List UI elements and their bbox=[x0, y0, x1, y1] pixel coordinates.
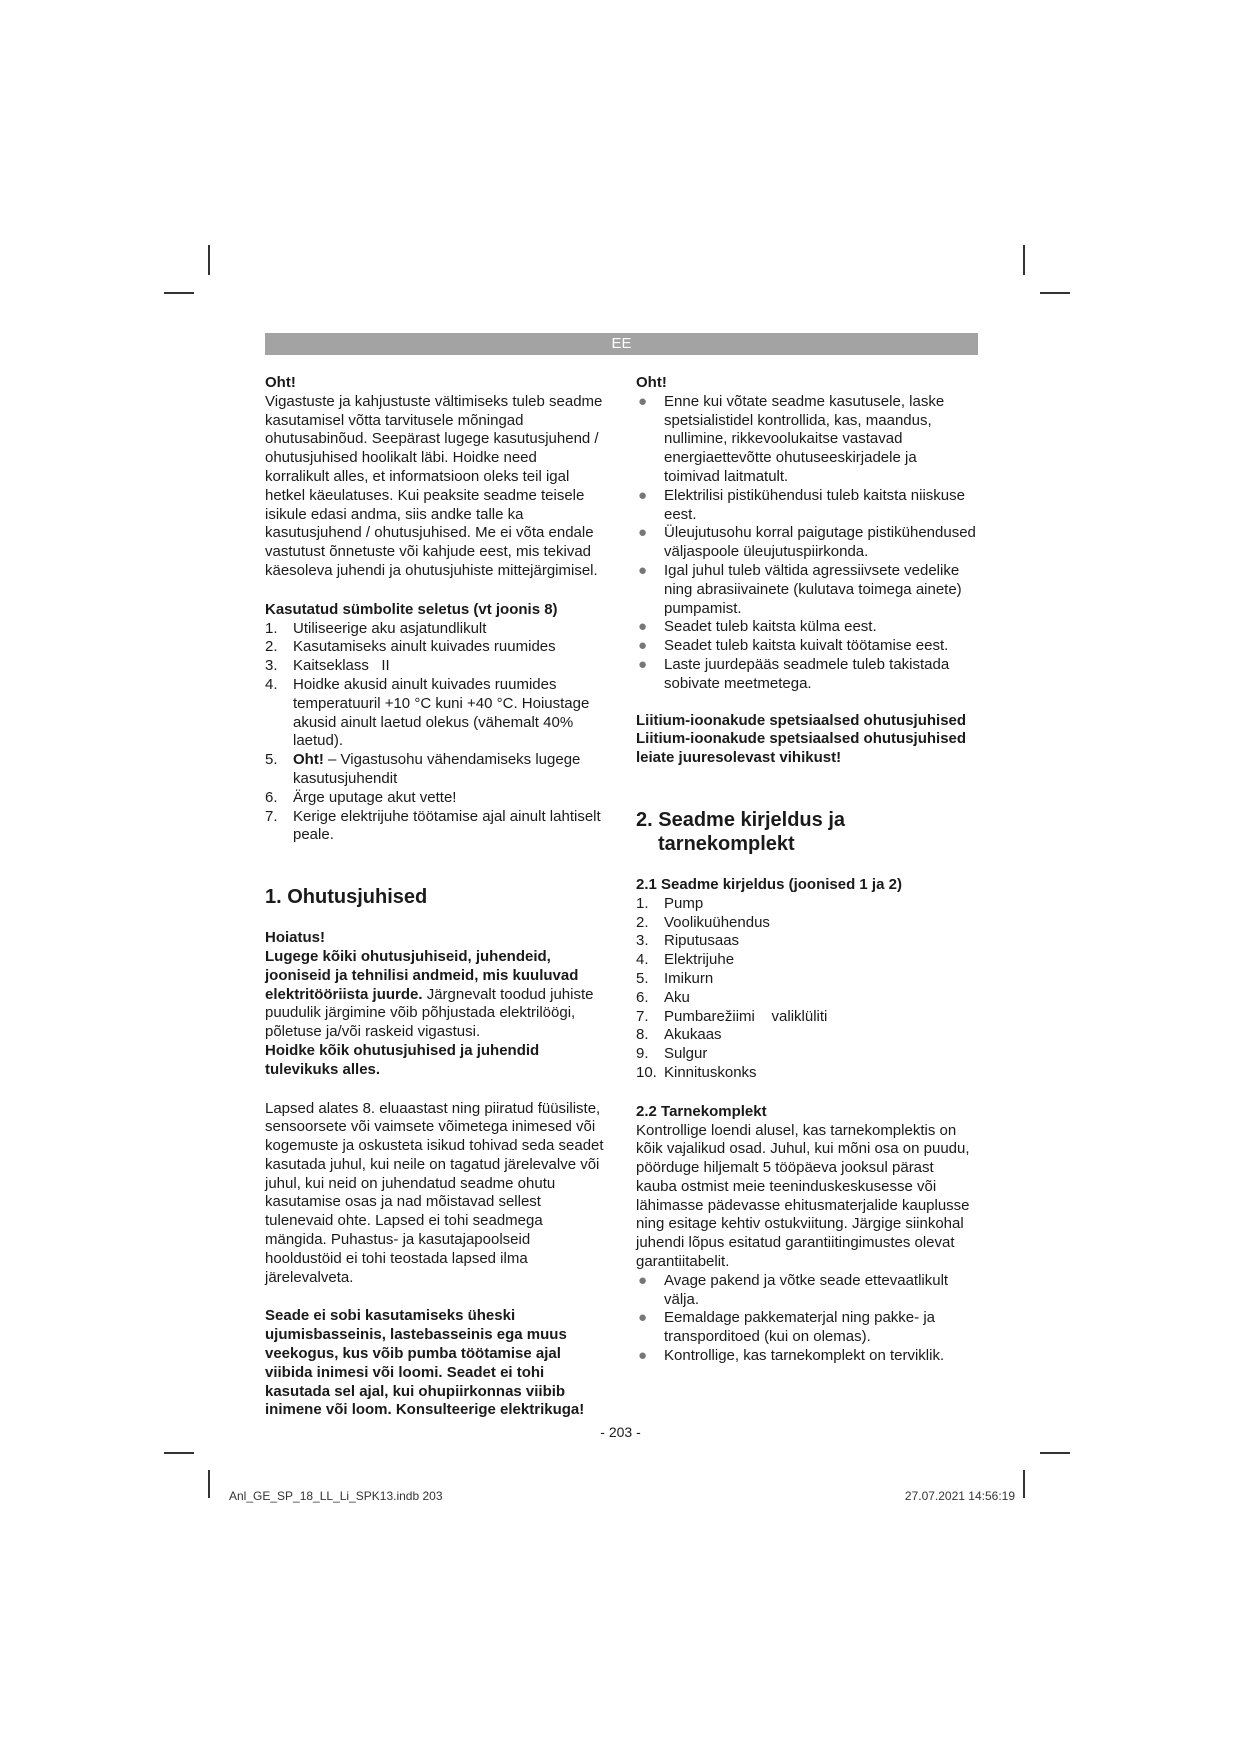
warning-title: Oht! bbox=[265, 374, 296, 391]
language-header: EE bbox=[265, 333, 978, 355]
crop-mark bbox=[1023, 1470, 1025, 1498]
footer-filename: Anl_GE_SP_18_LL_Li_SPK13.indb 203 bbox=[229, 1489, 443, 1503]
crop-mark bbox=[208, 245, 210, 275]
section-2-title: 2. Seadme kirjeldus ja tarnekomplekt bbox=[636, 808, 845, 855]
hoiatus-keep: Hoidke kõik ohutusjuhised ja juhendid tulevikuks alles. bbox=[265, 1041, 540, 1078]
warning-title: Oht! bbox=[636, 374, 667, 391]
list-item: 8. Akukaas bbox=[636, 1026, 722, 1044]
liion-text: Liitium-ioonakude spetsiaalsed ohutusjuhised leiate juuresolevast vihikust! bbox=[636, 730, 967, 767]
list-item: ● Seadet tuleb kaitsta külma eest. bbox=[638, 618, 877, 636]
crop-mark bbox=[1040, 292, 1070, 294]
list-item: 2. Voolikuühendus bbox=[636, 913, 770, 931]
hoiatus-title: Hoiatus! bbox=[265, 929, 325, 947]
crop-mark bbox=[208, 1470, 210, 1498]
liion-title: Liitium-ioonakude spetsiaalsed ohutusjuhised bbox=[636, 711, 967, 729]
list-item: 3. Kaitseklass II bbox=[265, 657, 390, 675]
list-item: 2. Kasutamiseks ainult kuivades ruumides bbox=[265, 638, 556, 656]
warning-text: Vigastuste ja kahjustuste vältimiseks tuleb seadme kasutamisel võtta tarvitusele mõningad ohutusabinõud. Seepärast lugege kasutusjuhend / ohutusjuhised hoolikalt läbi. Hoidke need korralikult alles, et informatsioon oleks teil igal hetkel käeulatuses. Kui peaksite seadme teisele isikule edasi andma, siis andke talle ka kasutusjuhend / ohutusjuhised. Me ei võta endale vastutust õnnetuste või kahjude eest, mis tekivad käesoleva juhendi ja ohutusjuhiste mittejärgimisel. bbox=[265, 392, 603, 579]
section-2-2-title: 2.2 Tarnekomplekt bbox=[636, 1102, 767, 1120]
page-number: - 203 - bbox=[600, 1424, 641, 1440]
list-item: 4. Elektrijuhe bbox=[636, 951, 735, 969]
list-item: ● Enne kui võtate seadme kasutusele, laske spetsialistidel kontrollida, kas, maandus, nullimine, rikkevoolukaitse vastavad energiaettevõtte ohutuseeskirjadele ja toimivad laitmatult. bbox=[638, 392, 945, 485]
list-item: 6. Ärge uputage akut vette! bbox=[265, 788, 457, 806]
list-item: 5. Imikurn bbox=[636, 969, 714, 987]
crop-mark bbox=[164, 292, 194, 294]
footer-datetime: 27.07.2021 14:56:19 bbox=[904, 1489, 1015, 1503]
list-item: 4. Hoidke akusid ainult kuivades ruumides temperatuuril +10 °C kuni +40 °C. Hoiustage akusid ainult laetud olekus (vähemalt 40% laetud). bbox=[265, 675, 590, 750]
list-item: ● Elektrilisi pistikühendusi tuleb kaitsta niiskuse eest. bbox=[638, 486, 965, 523]
list-item: 7. Pumbarežiimi valiklüliti bbox=[636, 1007, 828, 1025]
list-item: 5. Oht! – Vigastusohu vähendamiseks lugege kasutusjuhendit bbox=[265, 751, 581, 787]
hoiatus-text: Lugege kõiki ohutusjuhiseid, juhendeid, jooniseid ja tehnilisi andmeid, mis kuuluvad elektritööriista juurde. Järgnevalt toodud juhiste puudulik järgimine võib põhjustada elektrilöögi, põletuse ja/või raskeid vigastusi. bbox=[265, 947, 594, 1041]
symbols-title: Kasutatud sümbolite seletus (vt joonis 8) bbox=[265, 600, 558, 618]
list-item: 9. Sulgur bbox=[636, 1045, 708, 1063]
list-item: ● Kontrollige, kas tarnekomplekt on terviklik. bbox=[638, 1347, 945, 1365]
section-2-2-text: Kontrollige loendi alusel, kas tarnekomplektis on kõik vajalikud osad. Juhul, kui mõni osa on puudu, pöörduge hiljemalt 5 tööpäeva jooksul pärast kauba ostmist meie teeninduskeskusesse või lähimasse pädevasse ehitusmaterjalide kauplusse ning esitage kehtiv ostukviitung. Järgige siinkohal juhendi lõpus esitatud garantiitingimustes olevat garantiitabelit. bbox=[636, 1121, 970, 1271]
symbols-list bbox=[265, 620, 605, 846]
list-item: ● Laste juurdepääs seadmele tuleb takistada sobivate meetmetega. bbox=[638, 655, 950, 692]
list-item: ● Eemaldage pakkematerjal ning pakke- ja transporditoed (kui on olemas). bbox=[638, 1309, 935, 1346]
list-item: 1. Pump bbox=[636, 894, 704, 912]
left-column bbox=[265, 374, 605, 1420]
crop-mark bbox=[1023, 245, 1025, 275]
warning-list bbox=[636, 393, 976, 694]
list-item: 7. Kerige elektrijuhe töötamise ajal ainult lahtiselt peale. bbox=[265, 807, 601, 844]
section-1-title: 1. Ohutusjuhised bbox=[265, 886, 428, 909]
section-2-1-title: 2.1 Seadme kirjeldus (joonised 1 ja 2) bbox=[636, 875, 902, 893]
list-item: ● Üleujutusohu korral paigutage pistikühendused väljaspoole üleujutuspiirkonda. bbox=[638, 524, 976, 561]
crop-mark bbox=[164, 1452, 194, 1454]
list-item: ● Avage pakend ja võtke seade ettevaatlikult välja. bbox=[638, 1271, 949, 1308]
parts-list bbox=[636, 895, 976, 1083]
list-item: ● Seadet tuleb kaitsta kuivalt töötamise eest. bbox=[638, 637, 949, 655]
right-column bbox=[636, 374, 976, 1366]
list-item: 3. Riputusaas bbox=[636, 932, 740, 950]
children-text: Lapsed alates 8. eluaastast ning piiratud füüsiliste, sensoorsete või vaimsete võimetega inimesed või kogemuste ja oskusteta isikud tohivad seda seadet kasutada juhul, kui neile on tagatud järelevalve või juhul, kui neid on juhendatud seadme ohutu kasutamise osas ja nad mõistavad sellest tulenevaid ohte. Lapsed ei tohi seadmega mängida. Puhastus- ja kasutajapoolseid hooldustöid ei tohi teostada lapsed ilma järelevalveta. bbox=[265, 1099, 604, 1286]
list-item: 6. Aku bbox=[636, 988, 690, 1006]
delivery-list bbox=[636, 1272, 976, 1366]
list-item: ● Igal juhul tuleb vältida agressiivsete vedelike ning abrasiivainete (kulutava toimega ainete) pumpamist. bbox=[638, 561, 962, 617]
list-item: 10. Kinnituskonks bbox=[636, 1063, 757, 1081]
crop-mark bbox=[1040, 1452, 1070, 1454]
list-item: 1. Utiliseerige aku asjatundlikult bbox=[265, 619, 487, 637]
pool-warning: Seade ei sobi kasutamiseks üheski ujumisbasseinis, lastebasseinis ega muus veekogus, kus võib pumba töötamise ajal viibida inimesi või loomi. Seadet ei tohi kasutada sel ajal, kui ohupiirkonnas viibib inimene või loom. Konsulteerige elektrikuga! bbox=[265, 1307, 585, 1419]
